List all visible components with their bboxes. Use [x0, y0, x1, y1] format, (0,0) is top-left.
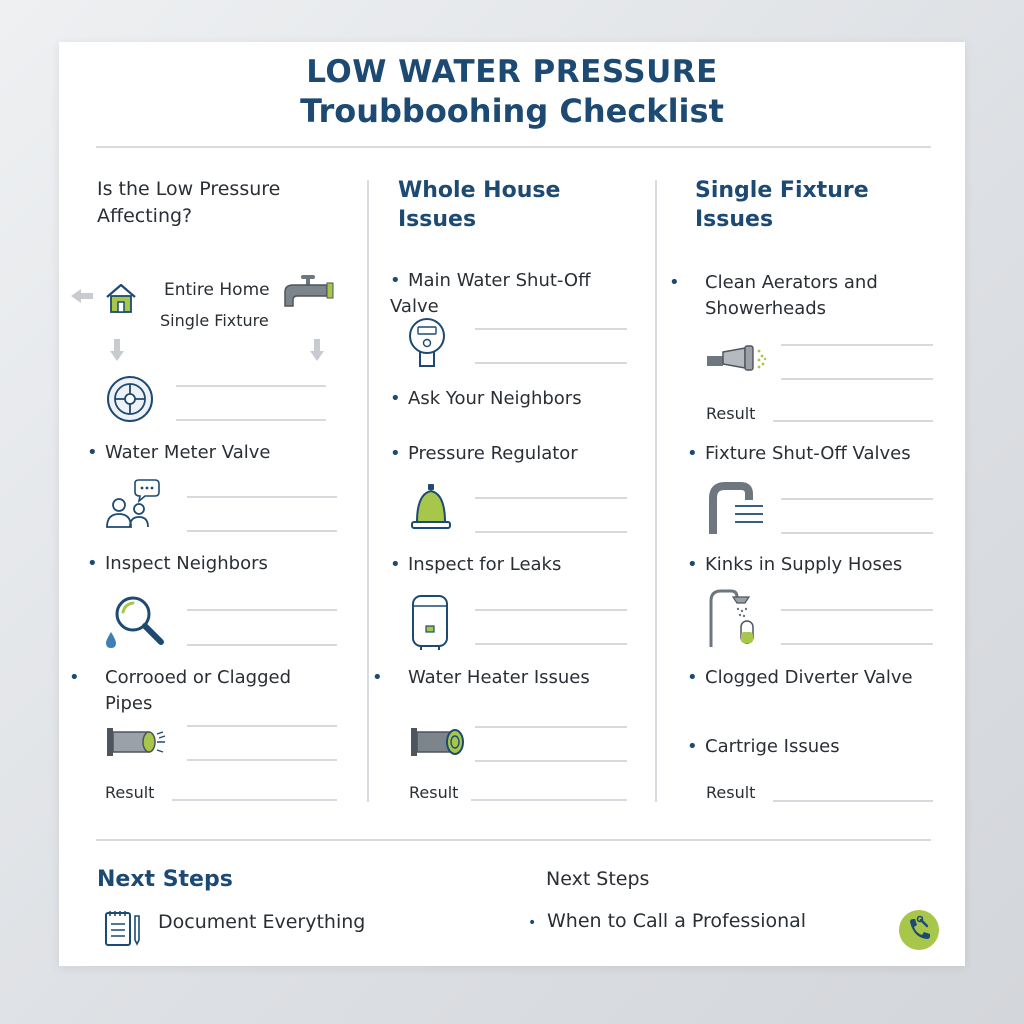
col3-item-5: • Cartrige Issues [687, 736, 840, 757]
col2-item-1-label: Main Water Shut-Off Valve [390, 270, 591, 317]
single-fixture-label: Single Fixture [160, 311, 269, 330]
home-icon [103, 280, 139, 316]
answer-line [176, 419, 326, 421]
col3-item-3-label: Kinks in Supply Hoses [705, 554, 903, 575]
checklist-card [59, 42, 965, 966]
column-divider-2 [655, 180, 657, 802]
col2-heading: Whole House Issues [398, 178, 561, 232]
answer-line [781, 498, 933, 500]
col1-heading: Is the Low Pressure Affecting? [97, 178, 281, 227]
col1-item-1: • Water Meter Valve [87, 442, 271, 463]
answer-line [187, 644, 337, 646]
col1-item-1-label: Water Meter Valve [105, 442, 271, 463]
answer-line [475, 643, 627, 645]
title-line-2: Troubboohing Checklist [300, 92, 724, 130]
col3-item-4: • Clogged Diverter Valve [687, 667, 913, 688]
col3-item-5-label: Cartrige Issues [705, 736, 840, 757]
answer-line [475, 362, 627, 364]
bell-regulator-icon [409, 482, 453, 534]
magnifier-drop-icon [103, 594, 167, 652]
answer-line [187, 609, 337, 611]
title-line-1: LOW WATER PRESSURE [306, 54, 718, 90]
answer-line [475, 726, 627, 728]
answer-line [475, 531, 627, 533]
col3-heading: Single Fixture Issues [695, 178, 869, 232]
col2-result-label: Result [409, 783, 459, 802]
answer-line [187, 725, 337, 727]
result-line [773, 800, 933, 802]
col1-item-2: • Inspect Neighbors [87, 553, 268, 574]
answer-line [187, 496, 337, 498]
col1-item-2-label: Inspect Neighbors [105, 553, 268, 574]
arrow-down-right-icon [307, 337, 327, 363]
col3-item-2-label: Fixture Shut-Off Valves [705, 443, 911, 464]
next-steps-subheading: Next Steps [546, 868, 650, 890]
col1-item-3-label: Corrooed or Clagged Pipes [105, 667, 292, 714]
arrow-left-icon [69, 286, 95, 306]
col3-result-label-2: Result [706, 783, 756, 802]
answer-line [781, 609, 933, 611]
col3-result-label-1: Result [706, 404, 756, 423]
answer-line [475, 760, 627, 762]
title-divider [96, 146, 931, 148]
document-everything-label: Document Everything [158, 911, 366, 933]
col2-item-2: • Ask Your Neighbors [390, 388, 582, 409]
col2-item-5: • Water Heater Issues [372, 667, 590, 688]
water-heater-icon [409, 592, 451, 652]
next-steps-heading: Next Steps [97, 867, 233, 892]
result-line [172, 799, 337, 801]
answer-line [475, 328, 627, 330]
col2-item-2-label: Ask Your Neighbors [408, 388, 582, 409]
result-line [773, 420, 933, 422]
col3-item-1-label: Clean Aerators and Showerheads [705, 272, 878, 319]
answer-line [781, 378, 933, 380]
col3-item-1: • Clean Aerators and Showerheads [669, 272, 878, 319]
water-meter-icon [407, 316, 447, 370]
column-divider-1 [367, 180, 369, 802]
faucet-icon [279, 272, 335, 312]
phone-wrench-icon [897, 908, 941, 952]
answer-line [781, 344, 933, 346]
call-professional-label: When to Call a Professional [547, 910, 807, 932]
result-line [471, 799, 627, 801]
valve-wheel-icon [105, 374, 155, 424]
pipe-clog-icon [105, 724, 169, 760]
arrow-down-left-icon [107, 337, 127, 363]
col2-item-5-label: Water Heater Issues [408, 667, 590, 688]
col2-item-4: • Inspect for Leaks [390, 554, 562, 575]
shower-hose-icon [705, 587, 761, 649]
answer-line [781, 643, 933, 645]
col1-result-label: Result [105, 783, 155, 802]
col3-item-4-label: Clogged Diverter Valve [705, 667, 913, 688]
answer-line [187, 530, 337, 532]
col2-item-3-label: Pressure Regulator [408, 443, 578, 464]
pipe-end-icon [409, 724, 469, 760]
fixture-valve-icon [707, 482, 765, 536]
col2-item-1: • Main Water Shut-Off Valve [390, 270, 591, 317]
col2-item-4-label: Inspect for Leaks [408, 554, 562, 575]
footer-divider [96, 839, 931, 841]
entire-home-label: Entire Home [164, 280, 270, 300]
answer-line [176, 385, 326, 387]
col3-item-3: • Kinks in Supply Hoses [687, 554, 903, 575]
col1-item-3: • Corrooed or Clagged Pipes [69, 667, 292, 714]
answer-line [475, 497, 627, 499]
answer-line [187, 759, 337, 761]
answer-line [475, 609, 627, 611]
people-chat-icon [103, 479, 161, 529]
col3-item-2: • Fixture Shut-Off Valves [687, 443, 911, 464]
call-professional-item: • When to Call a Professional [528, 910, 807, 932]
answer-line [781, 532, 933, 534]
col2-item-3: • Pressure Regulator [390, 443, 578, 464]
notepad-icon [103, 908, 143, 948]
aerator-icon [705, 342, 771, 374]
